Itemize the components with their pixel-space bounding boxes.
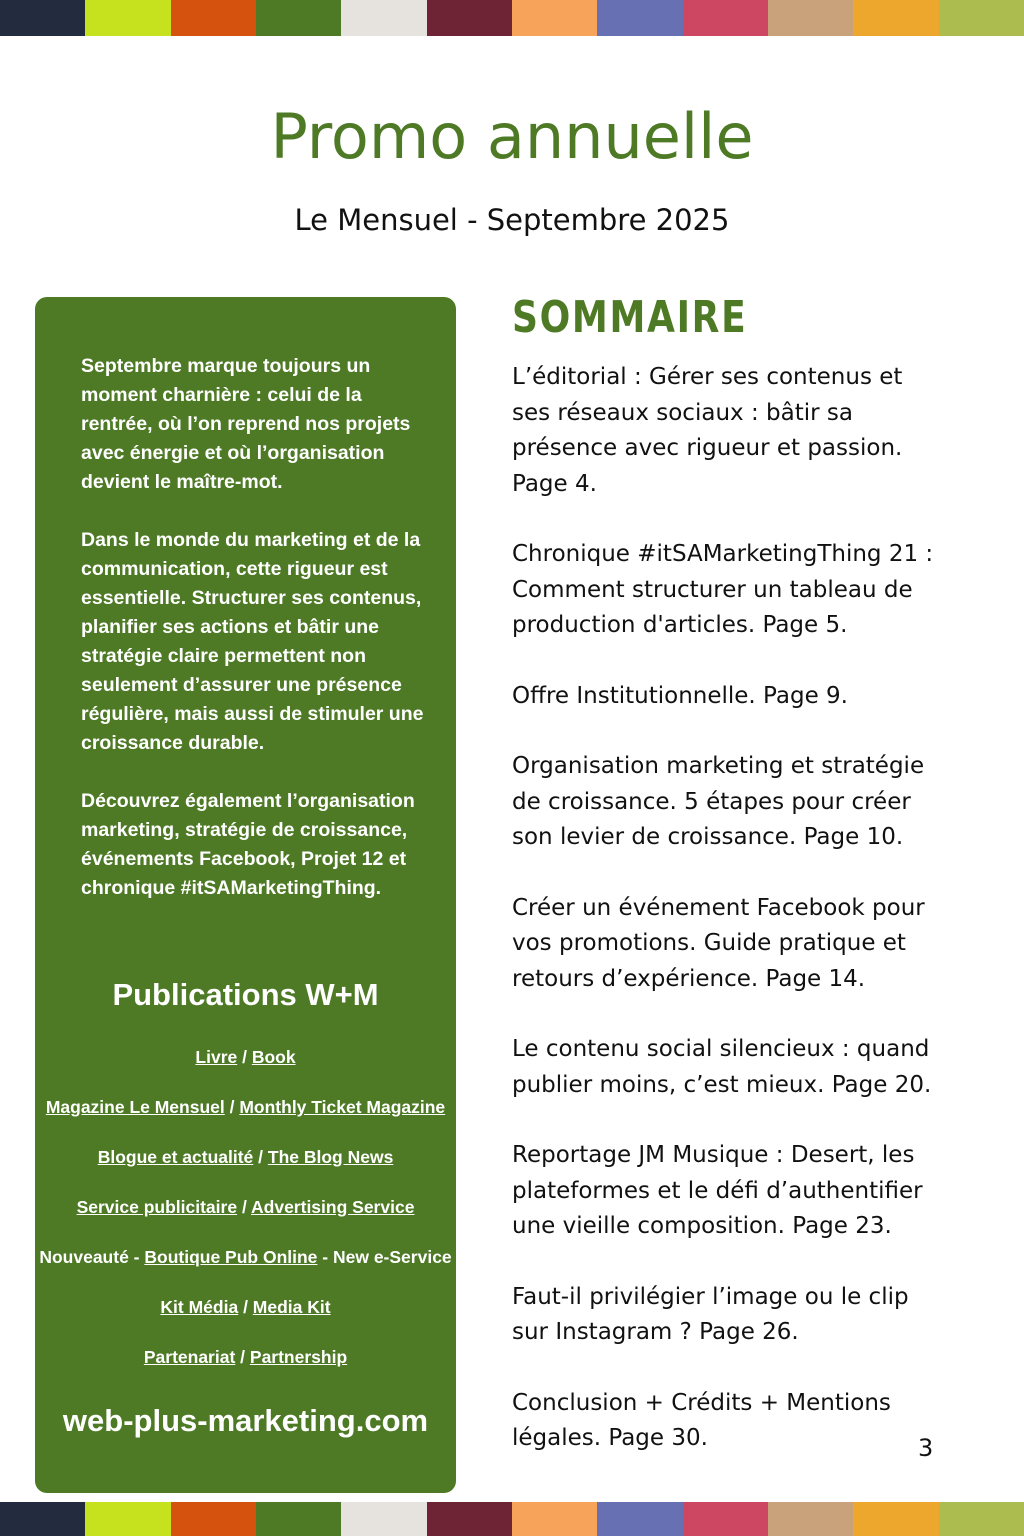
publications-title: Publications W+M [112, 977, 379, 1012]
link-advertising-service[interactable]: Advertising Service [251, 1197, 415, 1217]
link-separator: / [235, 1347, 250, 1367]
stripe-swatch [853, 0, 938, 36]
link-separator: / [253, 1147, 268, 1167]
link-media-kit[interactable]: Media Kit [252, 1297, 331, 1317]
stripe-swatch [171, 1502, 256, 1536]
stripe-swatch [768, 0, 853, 36]
stripe-swatch [256, 1502, 341, 1536]
stripe-swatch [683, 0, 768, 36]
link-separator: / [224, 1097, 240, 1117]
link-row [35, 1147, 456, 1197]
intro-paragraph: Septembre marque toujours un moment charnière : celui de la rentrée, où l’on reprend nos projets avec énergie et où l’organisation devient le maître-mot. [81, 355, 411, 493]
bottom-color-stripe [0, 1502, 1024, 1536]
link-row [35, 1047, 456, 1097]
toc-entry: Créer un événement Facebook pour vos promotions. Guide pratique et retours d’expérience. Page 14. [512, 894, 925, 992]
stripe-swatch [853, 1502, 938, 1536]
sommaire-title: SOMMAIRE [512, 292, 748, 343]
link-service-publicitaire[interactable]: Service publicitaire [76, 1197, 238, 1217]
stripe-swatch [0, 0, 85, 36]
stripe-swatch [939, 1502, 1024, 1536]
top-color-stripe [0, 0, 1024, 36]
link-partenariat[interactable]: Partenariat [143, 1347, 236, 1367]
stripe-swatch [939, 0, 1024, 36]
link-separator: / [238, 1297, 253, 1317]
stripe-swatch [512, 1502, 597, 1536]
stripe-swatch [0, 1502, 85, 1536]
link-separator: / [237, 1197, 252, 1217]
toc-entry: Conclusion + Crédits + Mentions légales. Page 30. [512, 1389, 891, 1451]
toc-entry: Reportage JM Musique : Desert, les plateformes et le défi d’authentifier une vieille composition. Page 23. [512, 1142, 923, 1239]
link-row [35, 1347, 456, 1397]
intro-text [81, 352, 431, 932]
link-prefix: Nouveauté - [39, 1247, 145, 1267]
toc-entry: Offre Institutionnelle. Page 9. [512, 682, 848, 709]
stripe-swatch [597, 1502, 682, 1536]
link-row [35, 1297, 456, 1347]
link-row [35, 1247, 456, 1297]
link-separator: / [237, 1047, 252, 1067]
stripe-swatch [683, 1502, 768, 1536]
stripe-swatch [768, 1502, 853, 1536]
sidebar-panel [35, 297, 456, 1493]
stripe-swatch [427, 1502, 512, 1536]
page-number: 3 [918, 1434, 934, 1462]
link-blogue[interactable]: Blogue et actualité [97, 1147, 254, 1167]
publication-links [35, 1047, 456, 1397]
link-suffix: - New e-Service [317, 1247, 452, 1267]
toc-entry: Chronique #itSAMarketingThing 21 : Comment structurer un tableau de production d'articles. Page 5. [512, 541, 934, 638]
website-link[interactable]: web-plus-marketing.com [62, 1403, 429, 1438]
toc-entry: L’éditorial : Gérer ses contenus et ses réseaux sociaux : bâtir sa présence avec rigueur et passion. Page 4. [512, 364, 903, 497]
stripe-swatch [341, 0, 426, 36]
link-boutique-pub-online[interactable]: Boutique Pub Online [144, 1247, 318, 1267]
link-book[interactable]: Book [251, 1047, 296, 1067]
stripe-swatch [341, 1502, 426, 1536]
link-partnership[interactable]: Partnership [249, 1347, 348, 1367]
toc-entry: Faut-il privilégier l’image ou le clip sur Instagram ? Page 26. [512, 1283, 909, 1345]
link-kit-media[interactable]: Kit Média [160, 1297, 239, 1317]
intro-paragraph: Découvrez également l’organisation marketing, stratégie de croissance, événements Facebook, Projet 12 et chronique #itSAMarketingThing. [81, 790, 415, 899]
link-monthly-ticket-magazine[interactable]: Monthly Ticket Magazine [239, 1097, 446, 1117]
stripe-swatch [85, 0, 170, 36]
link-blog-news[interactable]: The Blog News [267, 1147, 394, 1167]
link-magazine-le-mensuel[interactable]: Magazine Le Mensuel [45, 1097, 225, 1117]
stripe-swatch [512, 0, 597, 36]
stripe-swatch [171, 0, 256, 36]
link-livre[interactable]: Livre [195, 1047, 238, 1067]
stripe-swatch [85, 1502, 170, 1536]
stripe-swatch [597, 0, 682, 36]
intro-paragraph: Dans le monde du marketing et de la communication, cette rigueur est essentielle. Structurer ses contenus, planifier ses actions et bâtir une stratégie claire permettent non seulement d’assurer une présence régulière, mais aussi de stimuler une croissance durable. [81, 529, 424, 754]
stripe-swatch [256, 0, 341, 36]
toc-entry: Le contenu social silencieux : quand publier moins, c’est mieux. Page 20. [512, 1036, 932, 1098]
page-subtitle: Le Mensuel - Septembre 2025 [294, 203, 730, 237]
stripe-swatch [427, 0, 512, 36]
link-row [35, 1197, 456, 1247]
table-of-contents [512, 360, 942, 1492]
link-row [35, 1097, 456, 1147]
page-title: Promo annuelle [270, 100, 754, 173]
toc-entry: Organisation marketing et stratégie de croissance. 5 étapes pour créer son levier de croissance. Page 10. [512, 753, 925, 850]
